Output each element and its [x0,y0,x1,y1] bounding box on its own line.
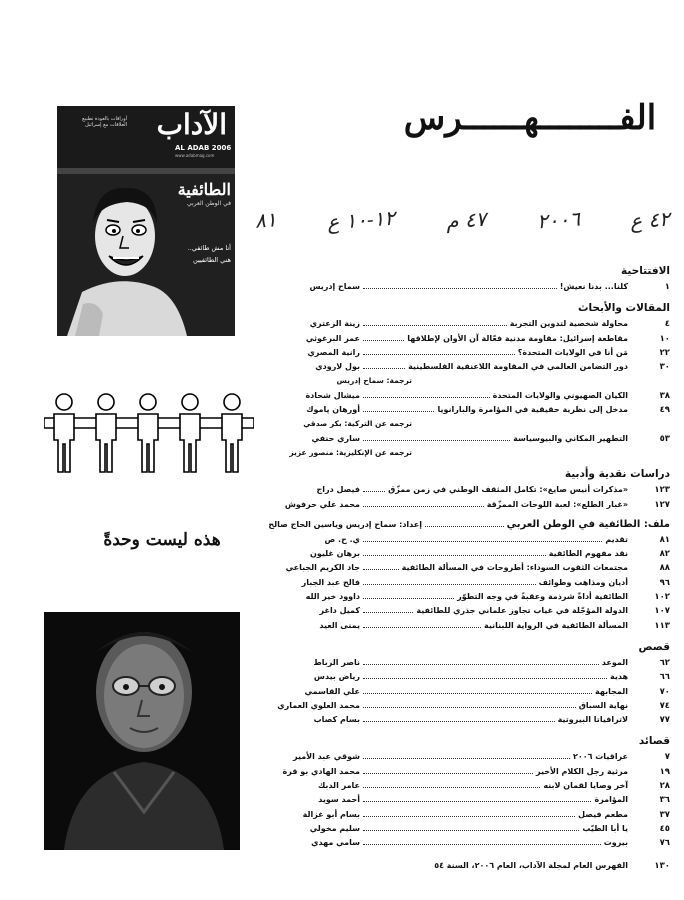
toc-entry[interactable] [252,619,670,633]
toc-entry[interactable] [252,779,670,793]
leader-dots [425,519,504,527]
toc-page-number: ١٣٠ [654,860,670,871]
leader-dots [363,620,481,628]
toc-entry[interactable] [252,483,670,497]
handwritten-token: ١٢-١٠ ع [326,205,396,235]
toc-entry-title: كلنا... بدنا نعيش! [559,282,628,291]
toc-page-number: ٧٠ [659,686,670,697]
toc-entry-author: زينة الزعتري [309,319,360,329]
toc-entry-author: عمر البرغوثي [305,333,360,343]
toc-entry-title: المجابهة [594,686,628,696]
toc-translator-note [252,417,670,431]
toc-entry-author: برهان غليون [310,549,360,559]
toc-entry-title: الفهرس العام لمجلة الآداب، العام ٢٠٠٦، السنة ٥٤ [434,860,628,870]
leader-dots [363,837,601,845]
toc-entry-title: الكيان الصهيوني والولايات المتحدة [492,390,628,400]
handwritten-token: ٤٢ ع [629,206,671,234]
cover-quote-line: هني الطائفيين [193,256,231,264]
toc-section-heading: ملف: الطائفية في الوطن العربي [506,518,670,530]
toc-entry[interactable] [252,590,670,604]
toc-entry-author: محمد العلوي العماري [277,700,360,710]
toc-page-number: ٢٢ [659,347,670,358]
toc-page-number: ٨٨ [659,563,670,574]
table-of-contents [252,263,670,873]
toc-entry[interactable] [252,750,670,764]
toc-entry-title: نهاية السباق [578,700,628,710]
toc-entry[interactable] [252,561,670,575]
toc-page-number: ٩٦ [659,577,670,588]
handwritten-token: ٢٠٠٦ [535,206,581,234]
toc-entry-title: «غبار الطلع»: لعبة اللوحات الممزّقة [486,499,628,509]
toc-section-heading: المقالات والأبحاث [577,302,670,315]
leader-dots [363,766,533,774]
toc-page-number: ٧٤ [659,700,670,711]
toc-entry[interactable] [252,360,670,374]
toc-entry-title: مدخل إلى نظرية حقيقية في المؤامرة والبارانويا [437,405,628,415]
toc-entry[interactable] [252,793,670,807]
leader-dots [363,686,592,694]
toc-entry-title: لاترافياتا البيروتية [557,715,628,725]
toc-entry[interactable] [252,836,670,850]
toc-entry-title: مقاطعة إسرائيل: مقاومة مدنية فعّالة آن الأوان لإطلاقها [407,333,628,343]
toc-entry-title: بيروت [603,838,628,848]
paper-dolls-illustration [44,392,254,474]
magazine-cover [57,106,235,336]
leader-dots [363,751,570,759]
toc-page-number: ١١٣ [654,620,670,631]
toc-entry-title: المؤامرة [594,795,628,805]
toc-entry-author: فيصل دراج [316,485,360,495]
leader-dots [363,794,591,802]
leader-dots [363,347,515,355]
toc-entry-title: عراقيات ٢٠٠٦ [572,752,628,762]
toc-entry-author: رياض بيدس [313,672,360,682]
toc-entry-title: أديان ومذاهب وطوائف [538,577,628,587]
toc-page-number: ٨٢ [659,549,670,560]
toc-dossier-heading[interactable] [252,516,670,533]
toc-entry[interactable] [252,604,670,618]
toc-entry-author: سماح إدريس [309,282,360,291]
toc-entry[interactable] [252,699,670,713]
toc-page-number: ١٢٧ [654,499,670,510]
toc-entry-author: سليم مخولي [309,823,360,833]
cover-english-title: AL ADAB 2006 [175,144,232,152]
toc-entry-title: «مذكرات أنيس صايغ»: تكامل المثقف الوطني في زمن ممزّق [388,485,628,495]
toc-page-number: ١٠ [659,333,670,344]
cover-logo: الآداب [156,108,227,141]
toc-entry-author: داوود خير الله [305,592,360,602]
toc-translator-note [252,374,670,388]
toc-page-number: ٢٨ [659,781,670,792]
leader-dots [363,484,385,492]
toc-entry-author: عامر الدبك [317,781,360,791]
leader-dots [363,591,454,599]
leader-dots [363,390,490,398]
handwritten-token: ٨١ [254,207,278,233]
toc-entry-title: مطعم فيصل [578,809,628,819]
cover-subtitle: أوراقات بالعودة تطبيع العلاقات مع إسرائيل [82,116,127,128]
toc-entry-author: علي القاسمي [304,686,360,696]
leader-dots [363,714,555,722]
cover-english-subtitle: www.adabmag.com [175,153,215,158]
toc-section-heading: دراسات نقدية وأدبية [564,468,670,481]
toc-entry-author: رانية المصري [307,347,360,357]
toc-page-number: ٣٨ [659,390,670,401]
toc-entry-title: الموعد [601,657,628,667]
toc-page-number: ١٩ [659,766,670,777]
toc-page-number: ١ [664,282,670,292]
leader-dots [363,433,510,441]
leader-dots [363,823,579,831]
leader-dots [363,562,399,570]
toc-entry[interactable] [252,670,670,684]
leader-dots [363,318,507,326]
toc-page-number: ٣٧ [659,809,670,820]
toc-page-number: ٦٦ [659,672,670,683]
toc-page-number: ١٠٢ [654,592,670,603]
toc-page-number: ١٠٧ [654,606,670,617]
toc-entry-author: كميل داغر [319,606,360,616]
toc-section-heading: قصائد [638,735,670,748]
toc-page-number: ٧٧ [659,715,670,726]
toc-entry-title: محاولة شخصية لتدوين التجربة [509,319,628,329]
cover-quote-line: أنا مش طائفي.. [187,244,231,252]
leader-dots [363,499,484,507]
toc-entry-author: فالح عبد الجبار [301,577,360,587]
leader-dots [363,780,540,788]
leader-dots [363,605,413,613]
leader-dots [363,809,575,817]
toc-page-number: ٧٦ [659,838,670,849]
toc-entry-title: التطهير المكاني والبيوسياسة [513,433,628,443]
toc-page-number: ١٢٣ [654,485,670,496]
toc-entry[interactable] [252,808,670,822]
toc-entry[interactable] [252,656,670,670]
handwritten-token: ٤٧ م [444,206,487,234]
toc-page-number: ٧ [664,752,670,763]
handwritten-note [255,200,670,240]
toc-entry-title: المسألة الطائفية في الرواية اللبنانية [484,620,628,630]
toc-entry[interactable] [252,822,670,836]
toc-page-number: ٣٦ [659,795,670,806]
toc-entry-title: مَن أنا في الولايات المتحدة؟ [517,347,628,357]
toc-entry[interactable] [252,317,670,331]
toc-entry[interactable] [252,389,670,403]
toc-entry-author: ميشال شحادة [305,390,360,400]
leader-dots [363,671,607,679]
toc-entry-author: سامي مهدي [311,838,360,848]
toc-page-number: ٤ [664,319,670,330]
toc-entry-author: جاد الكريم الجباعي [285,563,360,573]
translator-credit: ترجمه عن التركية: بكر صدقي [303,419,412,429]
toc-final-entry[interactable] [252,859,670,873]
toc-entry-author: ناصر الرباط [313,657,360,667]
toc-entry[interactable] [252,432,670,446]
image-caption: هذه ليست وحدةً [103,530,221,550]
toc-entry-title: مجتمعات الثقوب السوداء: أطروحات في المسألة الطائفية [401,563,628,573]
toc-page-number: ٥٣ [659,433,670,444]
leader-dots [363,281,557,289]
toc-entry[interactable] [252,713,670,727]
toc-page-number: ٨١ [659,534,670,545]
toc-entry[interactable] [252,576,670,590]
toc-section-heading: قصص [638,640,670,653]
toc-entry-author: ي. ح. ص [324,534,360,544]
toc-entry-title: هدية [609,672,628,682]
toc-entry-author: بسام كصاب [313,715,360,725]
toc-entry[interactable] [252,332,670,346]
cover-tagline: في الوطن العربي [187,200,231,207]
toc-entry-author: يمنى العيد [319,620,360,630]
toc-entry-title: الطائفية أداةً شرذمة وعقبةً في وجه التطوّر [457,592,628,602]
leader-dots [363,333,404,341]
portrait-photo [44,612,240,850]
toc-entry[interactable] [252,685,670,699]
translator-credit: ترجمة: سماح إدريس [336,376,412,386]
toc-entry-title: مرثية رجل الكلام الأخير [536,766,628,776]
leader-dots [363,361,405,369]
toc-entry-title: نقد مفهوم الطائفية [548,549,628,559]
leader-dots [363,700,576,708]
toc-entry-author: أورهان پاموك [306,405,360,415]
toc-entry-author: أحمد سويد [318,795,360,805]
toc-entry[interactable] [252,498,670,512]
toc-translator-note [252,446,670,460]
toc-entry-author: محمد الهادي بو قرة [282,766,360,776]
cover-quote [165,242,231,266]
toc-page-number: ٣٠ [659,362,670,373]
toc-entry[interactable] [252,533,670,547]
toc-page-number: ٤٥ [659,823,670,834]
toc-entry-author: شوقي عبد الأمير [292,752,360,762]
toc-page-number: ٦٢ [659,657,670,668]
leader-dots [363,657,599,665]
leader-dots [363,548,546,556]
toc-entry[interactable] [252,346,670,360]
toc-page-number: ٤٩ [659,405,670,416]
toc-entry-author: بول لارودي [315,362,360,372]
toc-entry[interactable] [252,547,670,561]
toc-entry[interactable] [252,280,670,294]
toc-entry-title: يا أبا الطيّب [582,823,628,833]
toc-section-heading: الافتتاحية [620,265,670,277]
page-title: الفــــــــهــــــرس [403,98,657,138]
cover-headline: الطائفية [177,180,231,199]
toc-entry-title: الدولة المؤجّلة في غياب تجاوز علماني جذري للطائفية [416,606,628,616]
toc-entry-title: آخر وصايا لقمان لابنه [543,781,628,791]
leader-dots [363,577,536,585]
dossier-editors: إعداد: سماح إدريس وياسين الحاج صالح [268,519,422,529]
toc-entry-author: محمد علي حرفوش [284,499,360,509]
toc-entry-title: تقديم [605,534,628,544]
leader-dots [363,534,602,542]
toc-entry-author: بسام أبو غزالة [302,809,360,819]
translator-credit: ترجمه عن الإنكليزية: منصور عزيز [289,447,412,457]
toc-entry-title: دور التضامن العالمي في المقاومة اللاعنفية الفلسطينية [408,362,628,372]
toc-entry[interactable] [252,403,670,417]
toc-entry[interactable] [252,765,670,779]
leader-dots [363,404,434,412]
toc-entry-author: ساري حنفي [311,433,360,443]
